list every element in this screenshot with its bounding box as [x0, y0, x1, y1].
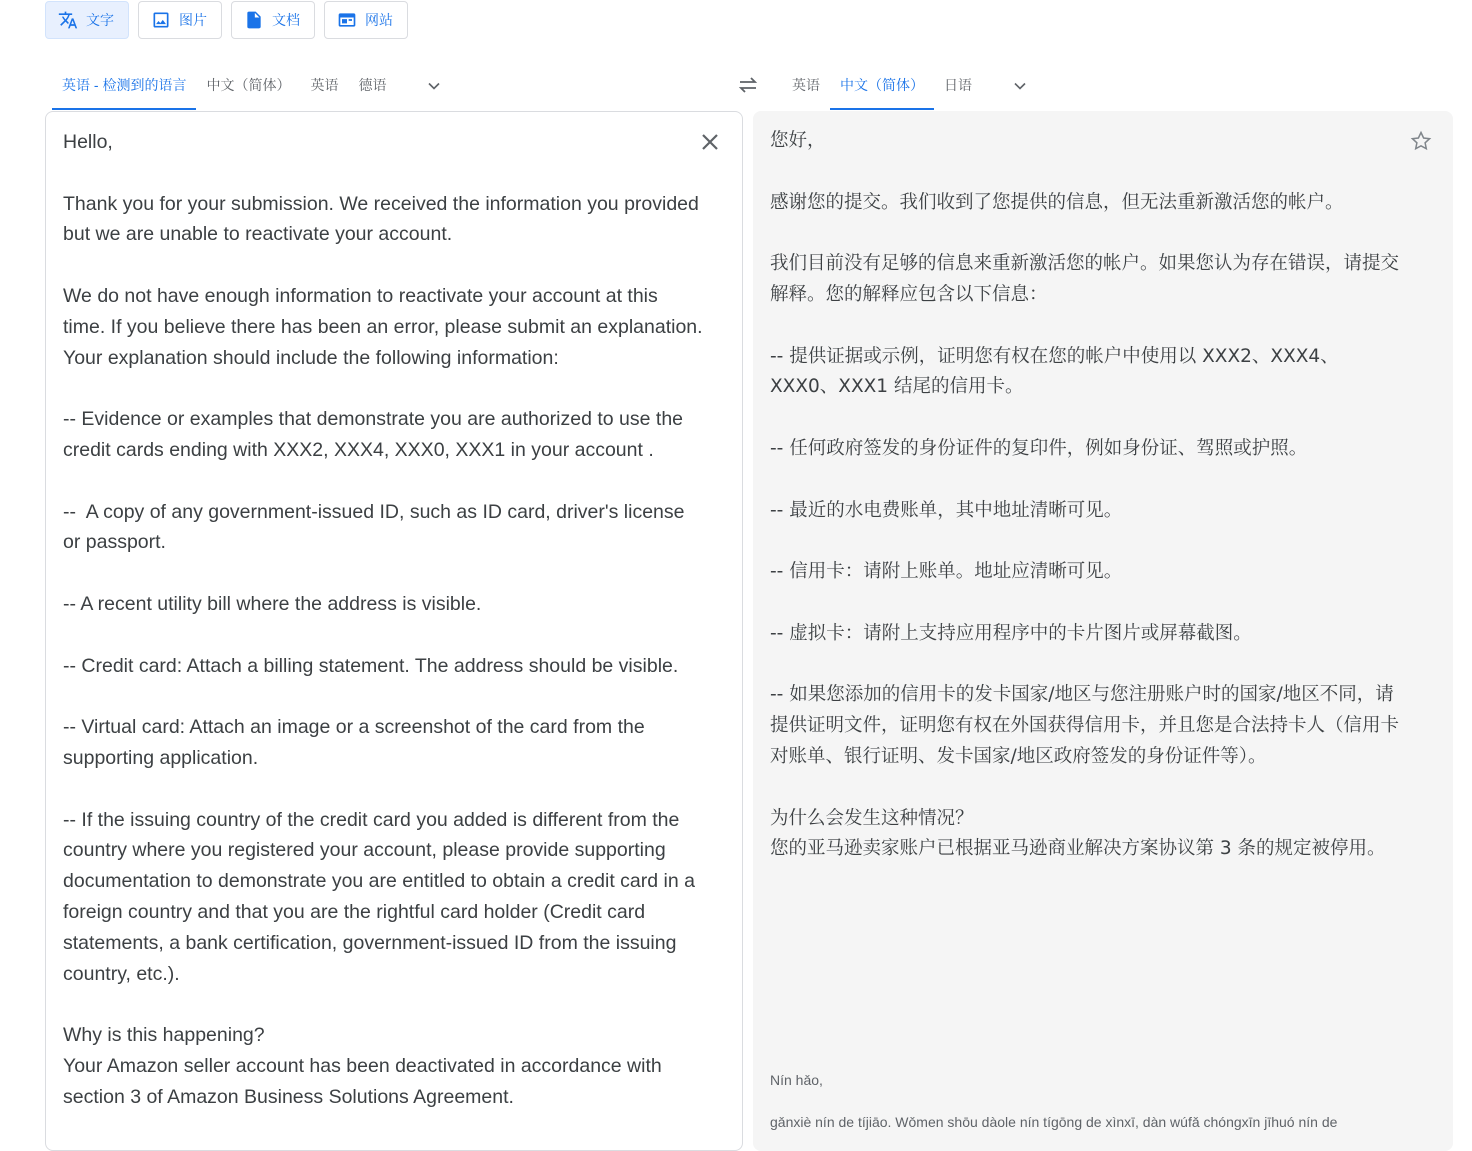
romanization-text: Nín hǎo, gǎnxiè nín de tíjiāo. Wǒmen shōu dàole nín tígōng de xìnxī, dàn wúfǎ chóngxīn jīhuó nín de	[770, 1072, 1338, 1130]
website-icon	[337, 10, 357, 30]
source-panel	[45, 111, 743, 1151]
target-language-bar	[782, 62, 1044, 110]
target-lang-more-button[interactable]	[982, 62, 1044, 110]
target-panel	[753, 111, 1453, 1151]
source-lang-german[interactable]: 德语	[358, 77, 387, 93]
target-lang-japanese[interactable]: 日语	[944, 77, 972, 93]
chevron-down-icon	[1010, 76, 1030, 96]
source-lang-chinese[interactable]: 中文（简体）	[206, 77, 291, 93]
document-icon	[244, 10, 264, 30]
source-language-bar	[52, 62, 458, 110]
mode-document-label: 文档	[272, 12, 300, 28]
target-lang-english[interactable]: 英语	[792, 77, 820, 93]
mode-image-label: 图片	[179, 12, 207, 28]
swap-languages-button[interactable]	[736, 73, 762, 99]
mode-website-button[interactable]	[324, 1, 408, 39]
source-lang-more-button[interactable]	[396, 62, 458, 110]
chevron-down-icon	[424, 76, 444, 96]
mode-website-label: 网站	[365, 12, 393, 28]
mode-text-label: 文字	[86, 12, 114, 28]
swap-icon	[736, 73, 760, 97]
save-translation-button[interactable]	[1409, 129, 1433, 153]
source-lang-detected[interactable]: 英语 - 检测到的语言	[52, 62, 196, 110]
mode-text-button[interactable]	[45, 1, 129, 39]
mode-document-button[interactable]	[231, 1, 315, 39]
star-icon	[1409, 129, 1433, 153]
target-lang-chinese[interactable]: 中文（简体）	[830, 62, 934, 110]
source-lang-english[interactable]: 英语	[310, 77, 339, 93]
clear-source-button[interactable]	[698, 130, 722, 154]
mode-image-button[interactable]	[138, 1, 222, 39]
close-icon	[698, 130, 722, 154]
source-text-input[interactable]: Hello, Thank you for your submission. We received the information you provided but we are unable to reactivate your account. We do not have enough information to reactivate your account at this time. If you believe there has been an error, please submit an explanation. Your explanation should include the following information: -- Evidence or examples that demonstrate you are authorized to use the credit cards ending with XXX2, XXX4, XXX0, XXX1 in your account . -- A copy of any government-issued ID, such as ID card, driver's license or passport. -- A recent utility bill where the address is visible. -- Credit card: Attach a billing statement. The address should be visible. -- Virtual card: Attach an image or a screenshot of the card from the supporting application. -- If the issuing country of the credit card you added is different from the country where you registered your account, please provide supporting documentation to demonstrate you are entitled to obtain a credit card in a foreign country and that you are the rightful card holder (Credit card statements, a bank certification, government-issued ID from the issuing country, etc.). Why is this happening? Your Amazon seller account has been deactivated in accordance with section 3 of Amazon Business Solutions Agreement.	[63, 131, 703, 1108]
mode-toolbar	[45, 1, 408, 39]
translate-icon	[58, 10, 78, 30]
image-icon	[151, 10, 171, 30]
translation-output: 您好， 感谢您的提交。我们收到了您提供的信息，但无法重新激活您的帐户。 我们目前没有足够的信息来重新激活您的帐户。如果您认为存在错误，请提交解释。您的解释应包含以下信息： -- 提供证据或示例，证明您有权在您的帐户中使用以 XXX2、XXX4、XXX0、XXX1 结尾的信用卡。 -- 任何政府签发的身份证件的复印件，例如身份证、驾照或护照。 -- 最近的水电费账单，其中地址清晰可见。 -- 信用卡：请附上账单。地址应清晰可见。 -- 虚拟卡：请附上支持应用程序中的卡片图片或屏幕截图。 -- 如果您添加的信用卡的发卡国家/地区与您注册账户时的国家/地区不同，请提供证明文件，证明您有权在外国获得信用卡，并且您是合法持卡人（信用卡对账单、银行证明、发卡国家/地区政府签发的身份证件等）。 为什么会发生这种情况？ 您的亚马逊卖家账户已根据亚马逊商业解决方案协议第 3 条的规定被停用。	[770, 130, 1400, 860]
